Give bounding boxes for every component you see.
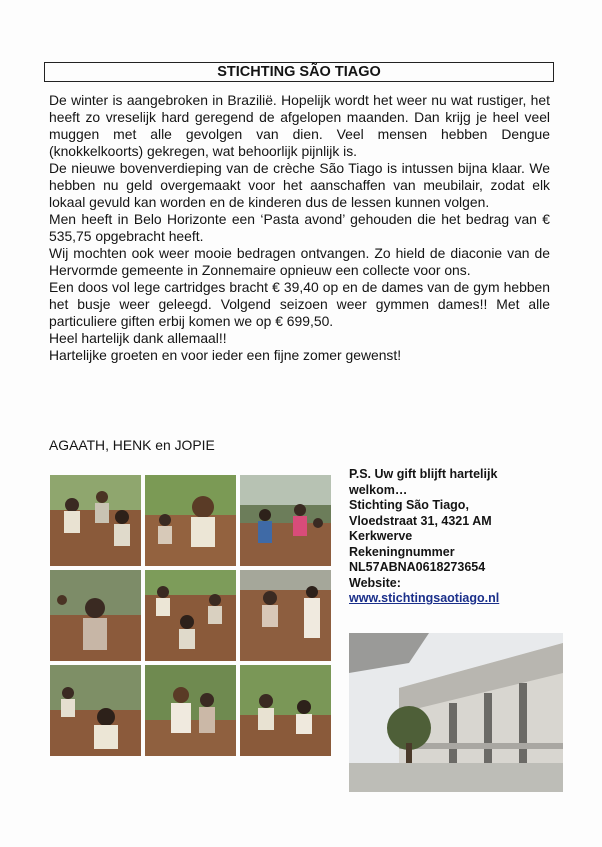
photo-children-garden-9: [240, 665, 331, 756]
paragraph-donations: Wij mochten ook weer mooie bedragen ontvangen. Zo hield de diaconie van de Hervormde gemeente in Zonnemaire opnieuw een collecte voor ons.: [49, 245, 550, 278]
photo-children-garden-5: [145, 570, 236, 661]
photo-collage: [50, 475, 332, 757]
photo-children-garden-7: [50, 665, 141, 756]
paragraph-pasta-avond: Men heeft in Belo Horizonte een ‘Pasta avond’ gehouden die het bedrag van € 535,75 opgebracht heeft.: [49, 211, 550, 244]
photo-children-garden-2: [145, 475, 236, 566]
address-street: Vloedstraat 31, 4321 AM: [349, 513, 492, 528]
foundation-name: Stichting São Tiago,: [349, 498, 469, 512]
photo-children-garden-1: [50, 475, 141, 566]
address-city: Kerkwerve: [349, 529, 413, 543]
website-link[interactable]: www.stichtingsaotiago.nl: [349, 591, 500, 605]
letter-body: [49, 92, 550, 364]
account-label: Rekeningnummer: [349, 544, 455, 559]
signature: AGAATH, HENK en JOPIE: [49, 437, 215, 453]
page-title: STICHTING SÃO TIAGO: [44, 62, 554, 82]
account-number: NL57ABNA0618273654: [349, 560, 486, 574]
photo-creche-building: [349, 633, 563, 792]
photo-children-garden-4: [50, 570, 141, 661]
photo-children-garden-3: [240, 475, 331, 566]
photo-children-garden-6: [240, 570, 331, 661]
paragraph-creche: De nieuwe bovenverdieping van de crèche São Tiago is intussen bijna klaar. We hebben nu geld overgemaakt voor het aanschaffen van meubilair, zodat elk lokaal gevuld kan worden en de kinderen dus de lessen kunnen volgen.: [49, 160, 550, 210]
paragraph-greetings: Hartelijke groeten en voor ieder een fijne zomer gewenst!: [49, 347, 402, 363]
paragraph-thanks: Heel hartelijk dank allemaal!!: [49, 330, 227, 346]
ps-line: welkom…: [349, 482, 408, 497]
ps-block: [349, 467, 549, 607]
photo-children-garden-8: [145, 665, 236, 756]
paragraph-cartridges: Een doos vol lege cartridges bracht € 39,40 op en de dames van de gym hebben het busje weer geleegd. Volgend seizoen weer gymmen dames!! Met alle particuliere giften erbij komen we op € 699,50.: [49, 279, 550, 329]
website-label: Website:: [349, 575, 401, 590]
paragraph-winter: De winter is aangebroken in Brazilië. Hopelijk wordt het weer nu wat rustiger, het heeft zo vreselijk hard geregend de afgelopen maanden. Dan krijg je heel veel muggen met alle gevolgen van dien. Veel mensen hebben Dengue (knokkelkoorts) gekregen, wat behoorlijk pijnlijk is.: [49, 92, 550, 159]
ps-line: P.S. Uw gift blijft hartelijk: [349, 467, 498, 481]
